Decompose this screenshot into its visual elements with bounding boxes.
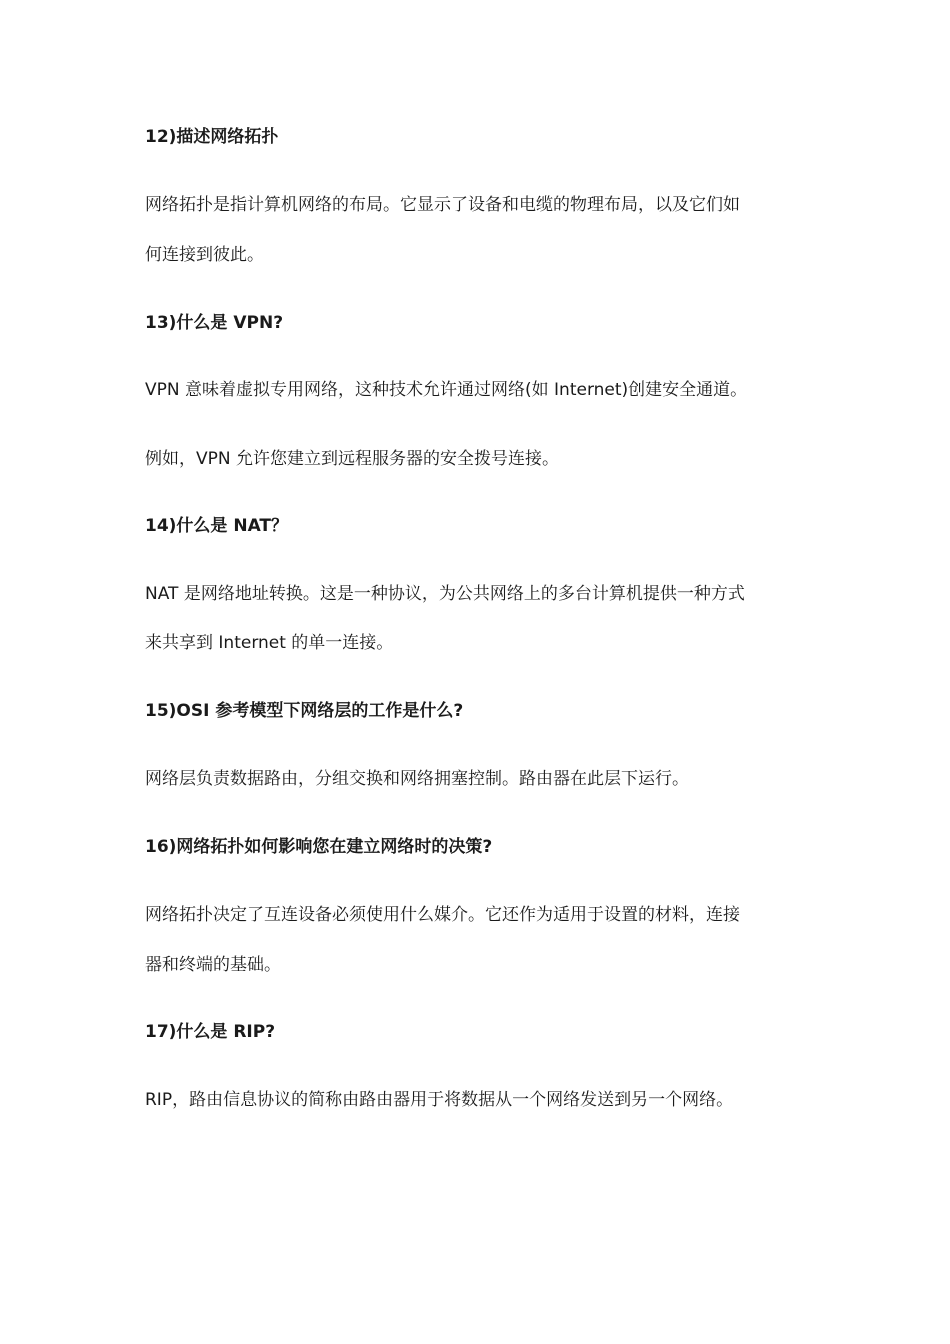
answer-14-line-1: NAT 是网络地址转换。这是一种协议，为公共网络上的多台计算机提供一种方式 — [145, 584, 745, 604]
question-12-heading: 12)描述网络拓扑 — [145, 127, 279, 147]
answer-14-line-2: 来共享到 Internet 的单一连接。 — [145, 633, 394, 653]
answer-15-line-1: 网络层负责数据路由，分组交换和网络拥塞控制。路由器在此层下运行。 — [145, 769, 689, 789]
answer-13-line-2: 例如，VPN 允许您建立到远程服务器的安全拨号连接。 — [145, 449, 560, 469]
question-16-heading: 16)网络拓扑如何影响您在建立网络时的决策? — [145, 837, 493, 857]
question-15-heading: 15)OSI 参考模型下网络层的工作是什么? — [145, 701, 464, 721]
answer-12-line-1: 网络拓扑是指计算机网络的布局。它显示了设备和电缆的物理布局，以及它们如 — [145, 195, 740, 215]
answer-16-line-1: 网络拓扑决定了互连设备必须使用什么媒介。它还作为适用于设置的材料，连接 — [145, 905, 740, 925]
answer-12-line-2: 何连接到彼此。 — [145, 245, 264, 265]
answer-13-line-1: VPN 意味着虚拟专用网络，这种技术允许通过网络(如 Internet)创建安全通道。 — [145, 380, 748, 400]
question-14-heading: 14)什么是 NAT？ — [145, 516, 289, 536]
question-17-heading: 17)什么是 RIP? — [145, 1022, 276, 1042]
answer-17-line-1: RIP，路由信息协议的简称由路由器用于将数据从一个网络发送到另一个网络。 — [145, 1090, 734, 1110]
answer-16-line-2: 器和终端的基础。 — [145, 955, 281, 975]
question-13-heading: 13)什么是 VPN? — [145, 313, 284, 333]
